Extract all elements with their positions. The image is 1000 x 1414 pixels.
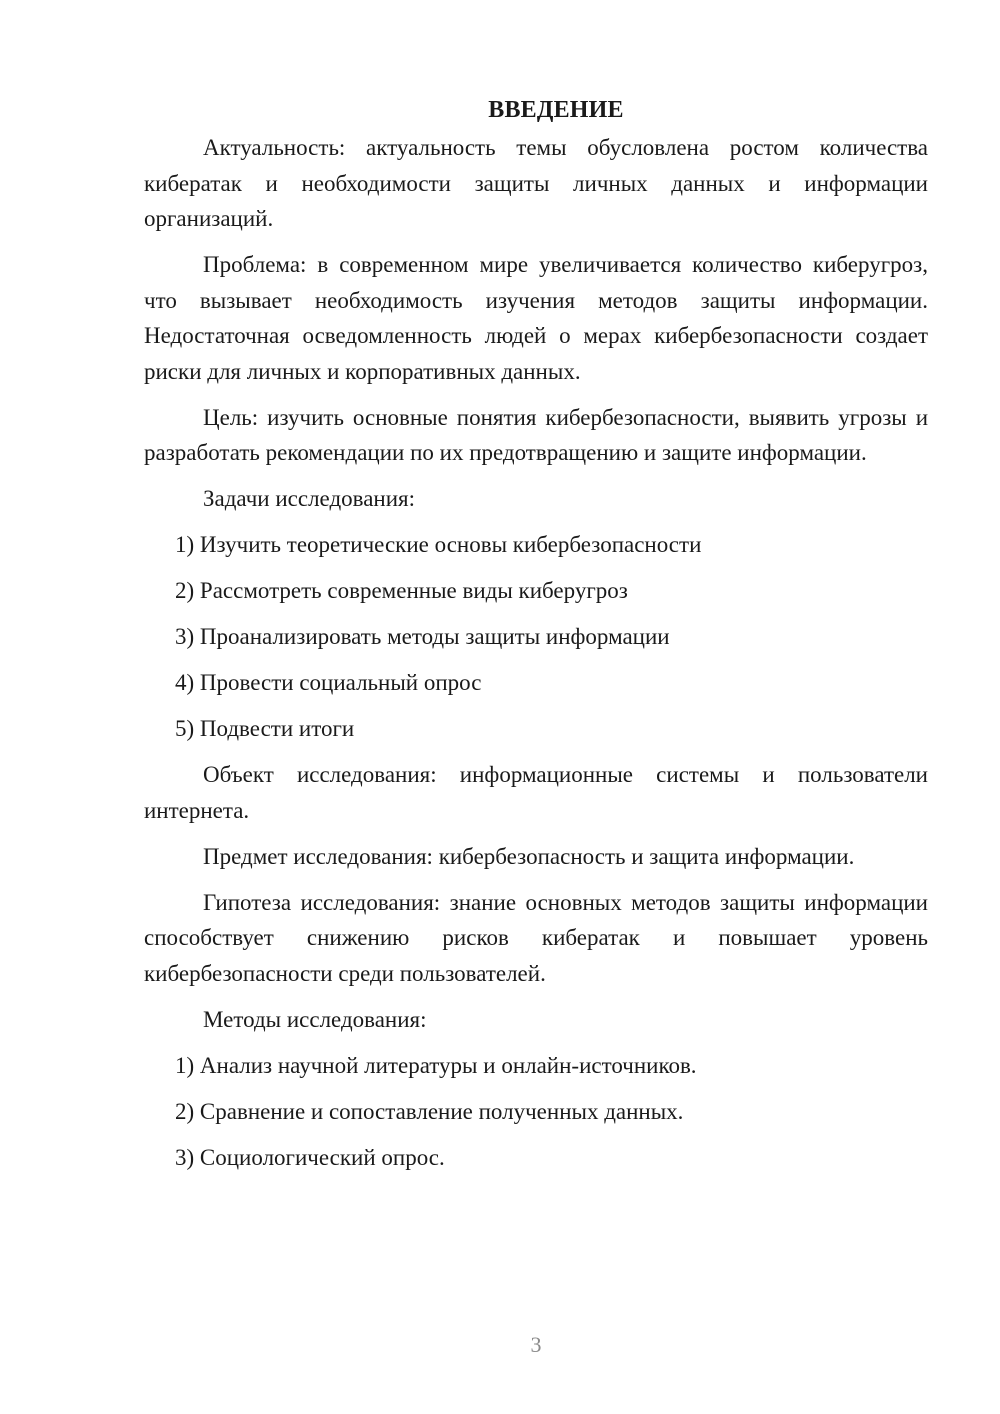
list-item-method-2: 2) Сравнение и сопоставление полученных данных. (175, 1098, 684, 1124)
list-item-method-1: 1) Анализ научной литературы и онлайн-источников. (175, 1052, 697, 1078)
paragraph-relevance: Актуальность: актуальность темы обусловлена ростом количества кибератак и необходимости защиты личных данных и информации организаций. (144, 135, 928, 231)
paragraph-object: Объект исследования: информационные системы и пользователи интернета. (144, 762, 928, 823)
methods-list (144, 1048, 928, 1176)
list-item-task-3: 3) Проанализировать методы защиты информации (175, 624, 670, 649)
paragraph-methods-intro: Методы исследования: (203, 1006, 427, 1032)
paragraph-problem: Проблема: в современном мире увеличивается количество киберугроз, что вызывает необходимость изучения методов защиты информации. Недостаточная осведомленность людей о мерах кибербезопасности создает риски для личных и корпоративных данных. (144, 252, 928, 384)
section-heading: ВВЕДЕНИЕ (488, 97, 624, 123)
paragraph-tasks-intro: Задачи исследования: (203, 486, 416, 511)
page-number: 3 (530, 1332, 542, 1357)
list-item-task-2: 2) Рассмотреть современные виды киберугроз (175, 578, 628, 603)
paragraph-goal: Цель: изучить основные понятия кибербезопасности, выявить угрозы и разработать рекомендации по их предотвращению и защите информации. (144, 404, 928, 465)
list-item-task-4: 4) Провести социальный опрос (175, 670, 482, 695)
tasks-list (144, 527, 928, 747)
paragraph-subject: Предмет исследования: кибербезопасность и защита информации. (203, 843, 855, 869)
list-item-method-3: 3) Социологический опрос. (175, 1144, 445, 1170)
page-content (144, 92, 928, 1186)
list-item-task-1: 1) Изучить теоретические основы кибербезопасности (175, 532, 702, 557)
list-item-task-5: 5) Подвести итоги (175, 716, 355, 741)
paragraph-hypothesis: Гипотеза исследования: знание основных методов защиты информации способствует снижению рисков кибератак и повышает уровень кибербезопасности среди пользователей. (144, 889, 928, 986)
